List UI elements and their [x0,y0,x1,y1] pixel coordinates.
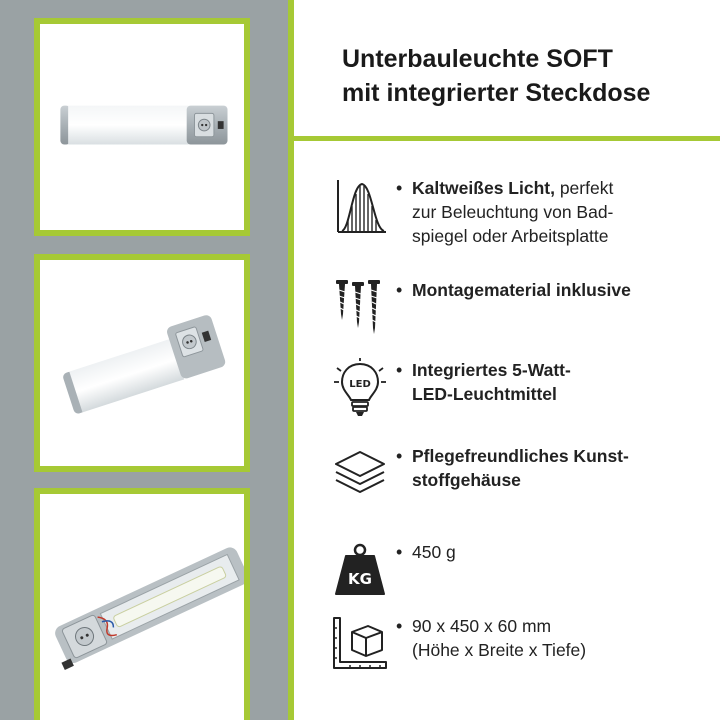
feature-line: spiegel oder Arbeitsplatte [412,226,609,246]
green-divider-horizontal [294,136,720,141]
weight-icon [330,540,390,600]
feature-line: zur Beleuchtung von Bad- [412,202,614,222]
feature-text [396,358,712,406]
feature-text [396,444,712,492]
led-label: LED [349,379,371,390]
feature-line: 450 g [412,542,456,562]
product-photo-open-view [34,488,250,720]
feature-bold-text: Kaltweißes Licht, [412,178,555,198]
bullet: • [396,542,403,562]
layers-icon [330,444,390,504]
feature-line: Pflegefreundliches Kunst- [412,446,629,466]
title-line-2: mit integrierter Steckdose [342,79,651,107]
dimensions-icon [330,614,390,674]
lamp-side-view-image [40,24,244,230]
feature-line [412,176,712,200]
bullet: • [396,360,403,380]
led-bulb-icon [330,358,390,418]
feature-line: (Höhe x Breite x Tiefe) [412,640,587,660]
bullet: • [396,446,403,466]
lamp-angled-view-image [40,260,244,466]
feature-line: stoffgehäuse [412,470,521,490]
weight-label: KG [348,570,372,588]
lamp-open-view-image [40,494,244,720]
feature-text [396,176,712,248]
feature-line: LED-Leuchtmittel [412,384,557,404]
light-spectrum-icon [330,176,390,236]
feature-text [396,614,712,662]
product-title [342,42,712,110]
feature-line: Integriertes 5-Watt- [412,360,571,380]
feature-rest-text: perfekt [554,178,614,198]
green-divider-vertical [288,0,294,720]
bullet: • [396,280,403,300]
screws-icon [330,278,390,338]
title-line-1: Unterbauleuchte SOFT [342,45,613,73]
feature-text [396,540,712,564]
feature-line: Montagematerial inklusive [412,280,631,300]
product-photo-angled-view [34,254,250,472]
feature-text [396,278,712,302]
feature-line: 90 x 450 x 60 mm [412,616,552,636]
product-photo-side-view [34,18,250,236]
bullet: • [396,616,403,636]
bullet: • [396,178,403,198]
